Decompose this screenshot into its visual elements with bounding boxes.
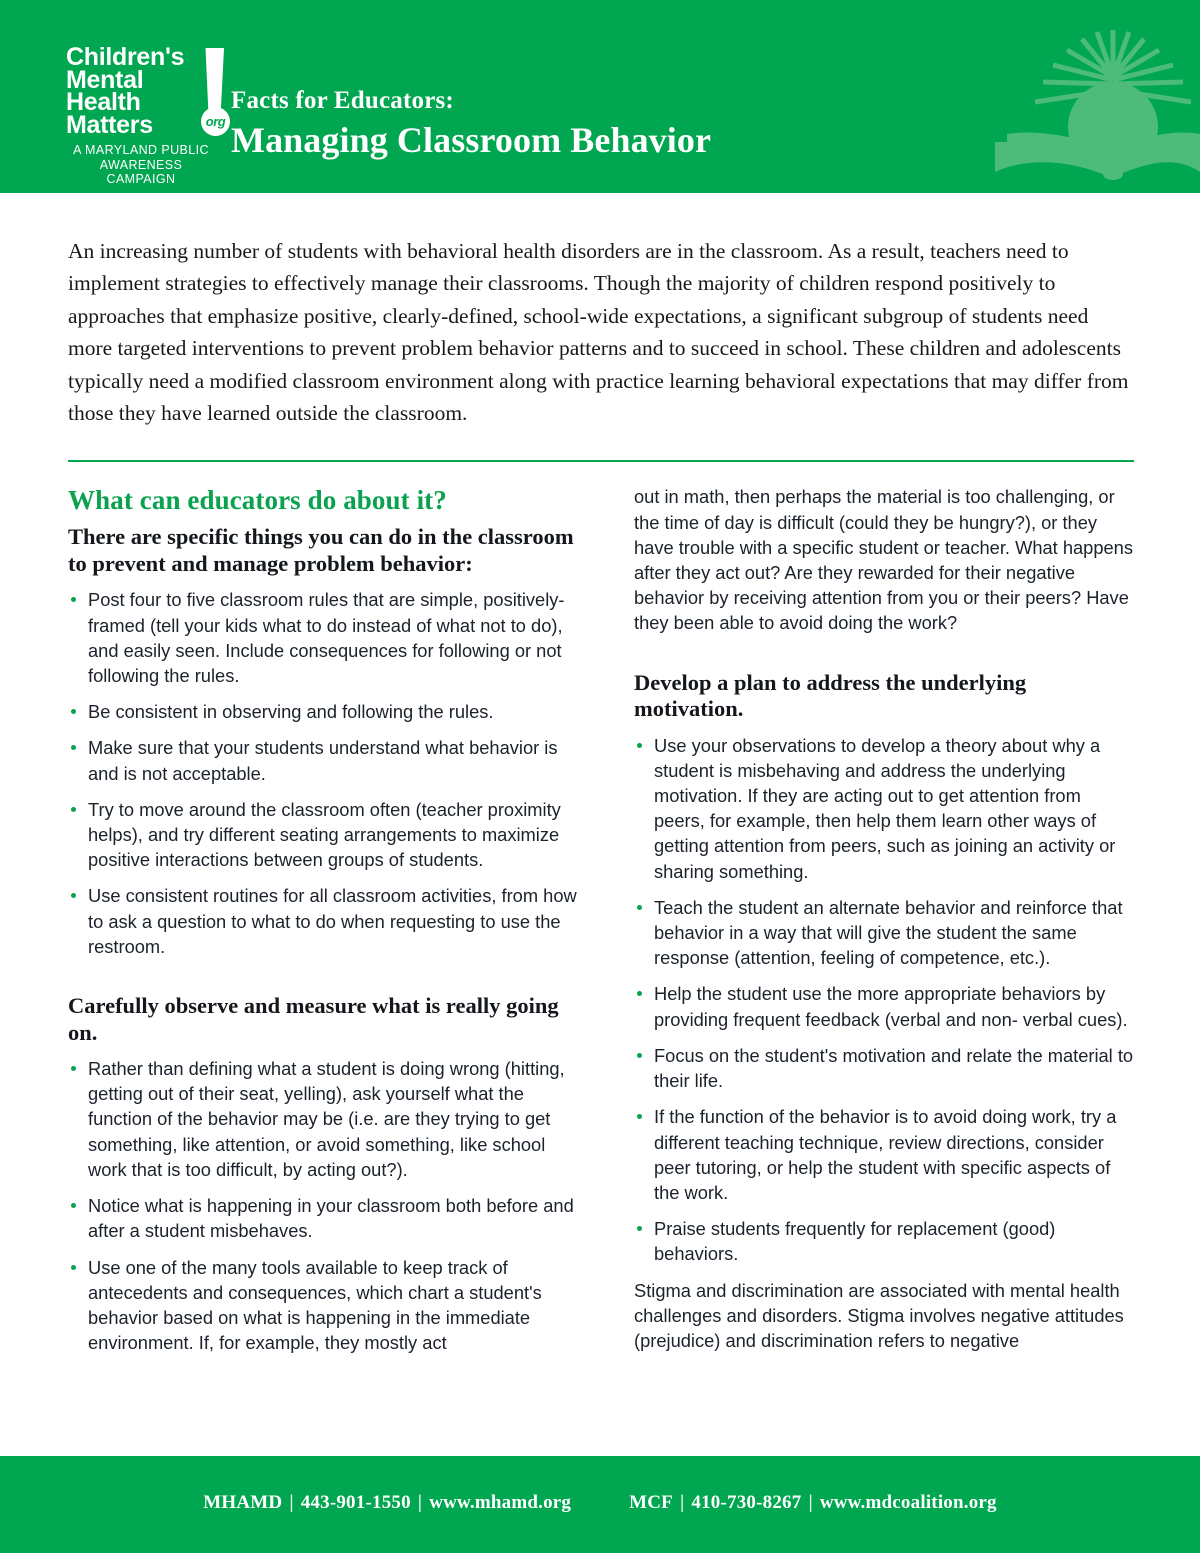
subheading-carefully-observe: Carefully observe and measure what is really going on. <box>68 993 559 1045</box>
footer-separator: | <box>680 1491 685 1513</box>
logo-tagline-line-1: A MARYLAND PUBLIC <box>73 143 209 157</box>
header-title-block <box>231 86 711 162</box>
page-title: Managing Classroom Behavior <box>231 120 712 160</box>
page-footer <box>0 1456 1200 1553</box>
header-kicker: Facts for Educators: <box>231 87 454 114</box>
list-item: Use your observations to develop a theory about why a student is misbehaving and address the underlying motivation. If they are acting out to get attention from peers, for example, then help them learn other ways of getting attention from peers, such as joining an activity or sharing something. <box>634 733 1134 884</box>
campaign-logo <box>66 43 226 187</box>
subheading-develop-a-plan: Develop a plan to address the underlying motivation. <box>634 669 1027 722</box>
list-item: Use one of the many tools available to keep track of antecedents and consequences, which chart a student's behavior based on what is happening in the immediate environment. If, for example, they mostly act <box>68 1255 588 1356</box>
subheading-specific-things: There are specific things you can do in the classroom to prevent and manage problem behavior: <box>68 524 574 576</box>
page-header <box>0 0 1200 193</box>
footer-separator: | <box>289 1491 294 1513</box>
footer-org1-url[interactable]: www.mhamd.org <box>429 1491 572 1513</box>
list-item: Praise students frequently for replacement (good) behaviors. <box>634 1216 1134 1266</box>
list-item: Teach the student an alternate behavior and reinforce that behavior in a way that will give the student the same response (attention, feeling of competence, etc.). <box>634 895 1134 971</box>
classroom-strategies-list <box>68 587 588 959</box>
list-item: If the function of the behavior is to avoid doing work, try a different teaching technique, review directions, consider peer tutoring, or help the student with specific aspects of the work. <box>634 1104 1134 1205</box>
logo-wordmark <box>66 43 226 139</box>
logo-line-4-text: Matters <box>66 110 153 139</box>
plan-strategies-list <box>634 733 1134 1267</box>
right-column <box>634 484 1134 1366</box>
observation-strategies-list <box>68 1056 588 1355</box>
intro-paragraph: An increasing number of students with behavioral health disorders are in the classroom. As a result, teachers need to implement strategies to effectively manage their classrooms. Though the majority of children respond positively to approaches that emphasize positive, clearly-defined, school-wide expectations, a significant subgroup of students need more targeted interventions to prevent problem behavior patterns and to succeed in school. These children and adolescents typically need a modified classroom environment along with practice learning behavioral expectations that may differ from those they have learned outside the classroom. <box>68 239 1129 426</box>
footer-org2-phone: 410-730-8267 <box>691 1491 802 1513</box>
footer-contact-mcf <box>629 1492 997 1514</box>
section-divider <box>68 460 1134 462</box>
list-item: Be consistent in observing and following the rules. <box>68 699 588 724</box>
footer-org2-url[interactable]: www.mdcoalition.org <box>819 1491 997 1513</box>
logo-org-badge: org <box>201 107 230 136</box>
footer-separator: | <box>417 1491 423 1513</box>
logo-line-3: Health <box>66 88 141 116</box>
logo-tagline <box>66 143 216 187</box>
footer-org1-phone: 443-901-1550 <box>300 1491 411 1513</box>
stigma-paragraph: Stigma and discrimination are associated with mental health challenges and disorders. Stigma involves negative attitudes (prejudice) and discrimination refers to negative <box>634 1279 1124 1351</box>
sunrise-over-open-book-icon <box>985 22 1200 192</box>
continuation-paragraph: out in math, then perhaps the material is too challenging, or the time of day is difficult (could they be hungry?), or they have trouble with a specific student or teacher. What happens after they act out? Are they rewarded for their negative behavior by receiving attention from you or their peers? Have they been able to avoid doing the work? <box>634 486 1133 634</box>
footer-separator: | <box>808 1491 813 1513</box>
list-item: Focus on the student's motivation and relate the material to their life. <box>634 1043 1134 1093</box>
list-item: Make sure that your students understand what behavior is and is not acceptable. <box>68 735 588 785</box>
logo-tagline-line-2: AWARENESS CAMPAIGN <box>99 157 183 186</box>
section-heading-educators: What can educators do about it? <box>68 485 447 516</box>
list-item: Use consistent routines for all classroom activities, from how to ask a question to what to do when requesting to use the restroom. <box>68 883 588 959</box>
list-item: Try to move around the classroom often (teacher proximity helps), and try different seating arrangements to maximize positive interactions between groups of students. <box>68 797 588 873</box>
footer-org2-name: MCF <box>629 1491 673 1513</box>
logo-line-2: Mental <box>66 65 144 94</box>
list-item: Help the student use the more appropriate behaviors by providing frequent feedback (verbal and non- verbal cues). <box>634 981 1134 1031</box>
left-column <box>68 484 588 1366</box>
footer-org1-name: MHAMD <box>203 1491 283 1513</box>
footer-contact-mhamd <box>203 1492 571 1514</box>
list-item: Post four to five classroom rules that are simple, positively-framed (tell your kids what to do instead of what not to do), and easily seen. Include consequences for following or not following the rules. <box>68 587 588 688</box>
logo-line-4 <box>66 110 226 139</box>
list-item: Notice what is happening in your classroom both before and after a student misbehaves. <box>68 1193 588 1243</box>
logo-line-1: Children's <box>66 43 185 71</box>
two-column-layout <box>68 484 1134 1366</box>
list-item: Rather than defining what a student is doing wrong (hitting, getting out of their seat, yelling), ask yourself what the function of the behavior may be (i.e. are they trying to get something, like attention, or avoid something, like school work that is too difficult, by acting out?). <box>68 1056 588 1182</box>
page-body <box>0 235 1200 1366</box>
